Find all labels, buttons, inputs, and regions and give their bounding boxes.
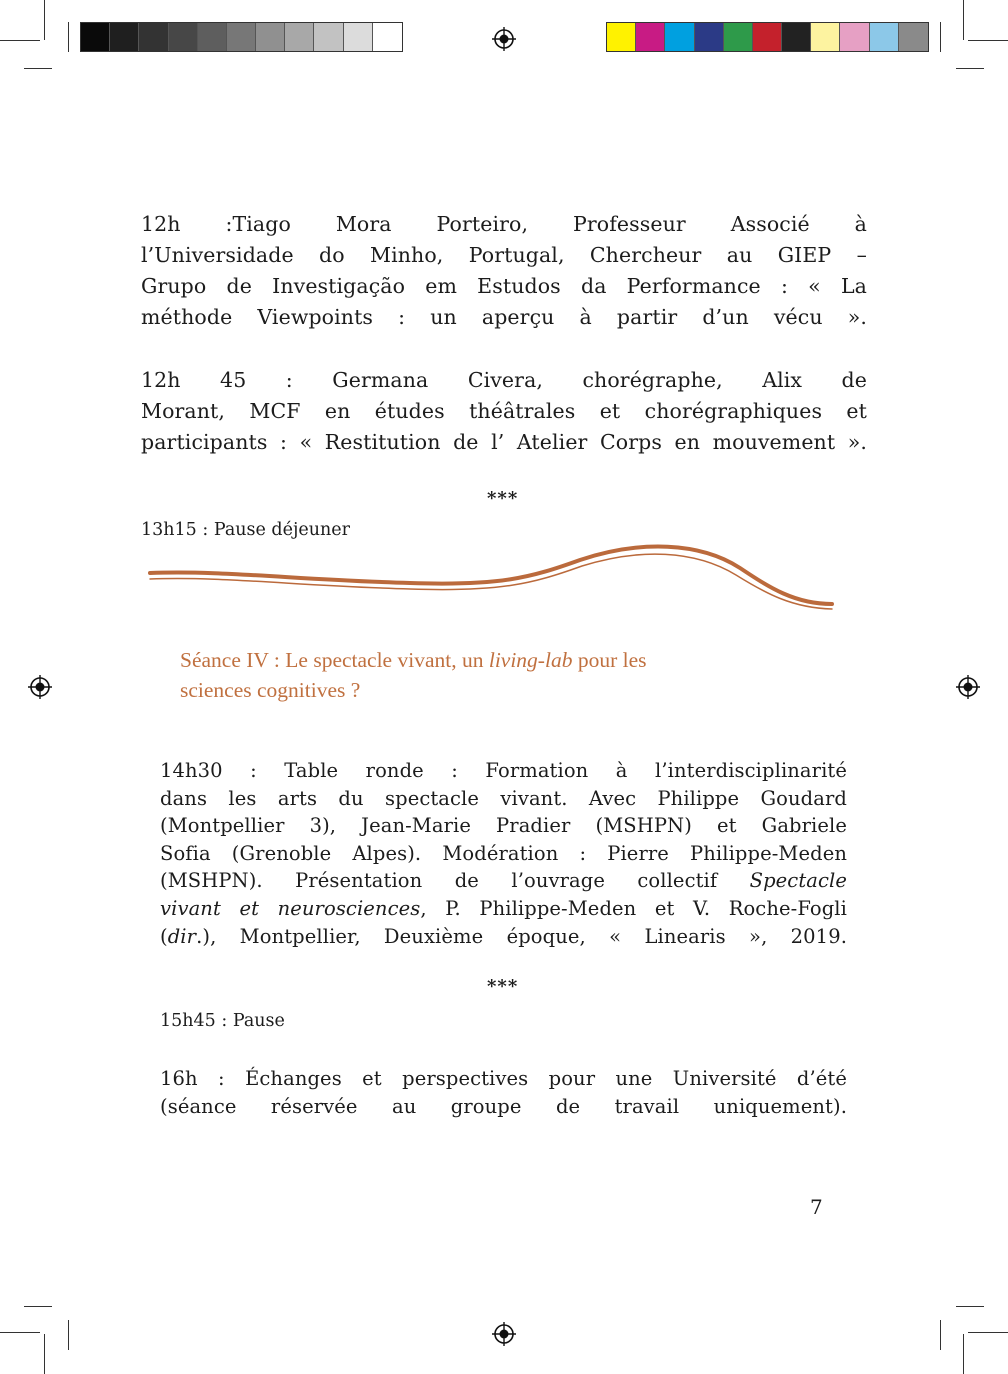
crop-mark <box>968 1332 1008 1333</box>
crop-mark <box>24 1306 52 1307</box>
text-line: 12h 45 : Germana Civera, chorégraphe, Alix de <box>141 368 867 392</box>
crop-mark <box>956 1306 984 1307</box>
crop-mark <box>24 68 52 69</box>
color-swatch <box>753 23 782 51</box>
color-swatch <box>870 23 899 51</box>
text-line: participants : « Restitution de l’ Atelier Corps en mouvement ». <box>141 430 867 454</box>
crop-mark <box>0 40 40 41</box>
text-line: Grupo de Investigação em Estudos da Performance : « La <box>141 274 867 298</box>
color-swatch <box>782 23 811 51</box>
color-swatch <box>636 23 665 51</box>
color-swatch <box>256 23 285 51</box>
color-swatch <box>344 23 373 51</box>
color-swatch <box>695 23 724 51</box>
text-line: l’Universidade do Minho, Portugal, Chercheur au GIEP – <box>141 243 867 267</box>
color-swatch <box>285 23 314 51</box>
color-swatch <box>169 23 198 51</box>
color-swatch <box>899 23 928 51</box>
color-swatch <box>840 23 869 51</box>
crop-mark <box>44 0 45 40</box>
color-swatch <box>724 23 753 51</box>
color-swatch <box>110 23 139 51</box>
crop-mark <box>44 1334 45 1374</box>
color-calibration-strip <box>606 22 929 52</box>
color-swatch <box>373 23 402 51</box>
crop-mark <box>963 0 964 40</box>
crop-mark <box>0 1332 40 1333</box>
color-swatch <box>81 23 110 51</box>
program-item-14h30: 14h30 : Table ronde : Formation à l’interdisciplinarité dans les arts du spectacle vivant. Avec Philippe Goudard (Montpellier 3), Jean-Marie Pradier (MSHPN) et Gabriele Sofia (Grenoble Alpes). Modération : Pierre Philippe-Meden (MSHPN). Présentation de l’ouvrage collectif Spectacle vivant et neurosciences, P. Philippe-Meden et V. Roche-Fogli (dir.), Montpellier, Deuxième époque, « Linearis », 2019. <box>160 759 847 948</box>
crosshair-registration-icon <box>491 26 517 52</box>
crosshair-registration-icon <box>491 1321 517 1347</box>
crosshair-registration-icon <box>27 674 53 700</box>
text-line: méthode Viewpoints : un aperçu à partir d’un vécu ». <box>141 305 867 329</box>
color-swatch <box>314 23 343 51</box>
crop-mark <box>940 22 941 52</box>
pause-afternoon: 15h45 : Pause <box>160 1011 285 1031</box>
separator-stars: *** <box>487 488 519 509</box>
color-swatch <box>811 23 840 51</box>
crop-mark <box>940 1320 941 1350</box>
text-line: 12h :Tiago Mora Porteiro, Professeur Associé à <box>141 212 867 236</box>
crop-mark <box>963 1334 964 1374</box>
session-title-line-1: Séance IV : Le spectacle vivant, un living-lab pour les <box>180 648 647 672</box>
crop-mark <box>68 1320 69 1350</box>
crop-mark <box>68 22 69 52</box>
color-swatch <box>139 23 168 51</box>
session-title-line-2: sciences cognitives ? <box>180 678 361 702</box>
crop-mark <box>956 68 984 69</box>
color-swatch <box>227 23 256 51</box>
crop-mark <box>968 40 1008 41</box>
decorative-swoosh <box>140 538 840 618</box>
grayscale-calibration-strip <box>80 22 403 52</box>
color-swatch <box>607 23 636 51</box>
pause-lunch: 13h15 : Pause déjeuner <box>141 520 351 540</box>
program-item-12h45 <box>141 365 867 458</box>
program-item-12h <box>141 209 867 333</box>
separator-stars: *** <box>487 976 519 997</box>
crosshair-registration-icon <box>955 674 981 700</box>
color-swatch <box>198 23 227 51</box>
page-number: 7 <box>810 1195 823 1219</box>
color-swatch <box>665 23 694 51</box>
text-line: Morant, MCF en études théâtrales et chorégraphiques et <box>141 399 867 423</box>
session-title <box>180 645 647 705</box>
program-item-16h: 16h : Échanges et perspectives pour une Université d’été (séance réservée au groupe de travail uniquement). <box>160 1067 847 1118</box>
